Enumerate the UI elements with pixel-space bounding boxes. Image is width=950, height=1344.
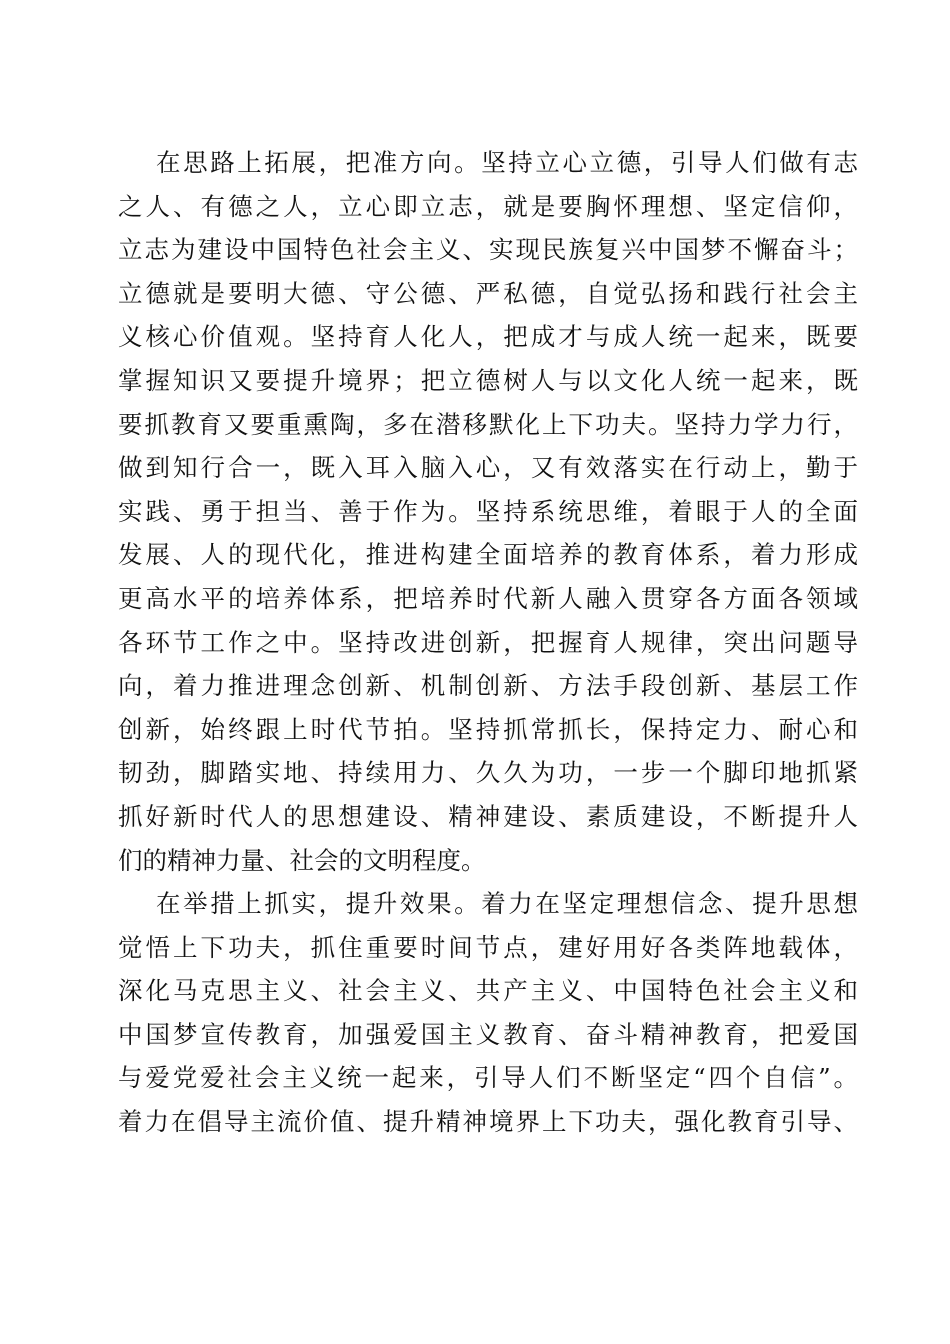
text-line: 做到知行合一，既入耳入脑入心，又有效落实在行动上，勤于	[118, 453, 858, 483]
text-line: 与爱党爱社会主义统一起来，引导人们不断坚定“四个自信”。	[118, 1063, 858, 1093]
text-line: 发展、人的现代化，推进构建全面培养的教育体系，着力形成	[118, 540, 858, 570]
text-line: 创新，始终跟上时代节拍。坚持抓常抓长，保持定力、耐心和	[118, 714, 858, 744]
text-line: 向，着力推进理念创新、机制创新、方法手段创新、基层工作	[118, 671, 858, 701]
text-line: 义核心价值观。坚持育人化人，把成才与成人统一起来，既要	[118, 322, 858, 352]
text-line: 在举措上抓实，提升效果。着力在坚定理想信念、提升思想	[156, 889, 858, 919]
text-line: 各环节工作之中。坚持改进创新，把握育人规律，突出问题导	[118, 627, 858, 657]
text-line: 们的精神力量、社会的文明程度。	[118, 845, 486, 875]
text-line: 立德就是要明大德、守公德、严私德，自觉弘扬和践行社会主	[118, 278, 858, 308]
paragraph-1	[118, 141, 858, 882]
paragraph-2	[118, 882, 858, 1144]
text-line: 着力在倡导主流价值、提升精神境界上下功夫，强化教育引导、	[118, 1107, 858, 1137]
text-line: 之人、有德之人，立心即立志，就是要胸怀理想、坚定信仰，	[118, 191, 858, 221]
body-text	[118, 141, 858, 1144]
text-line: 要抓教育又要重熏陶，多在潜移默化上下功夫。坚持力学力行，	[118, 409, 858, 439]
text-line: 抓好新时代人的思想建设、精神建设、素质建设，不断提升人	[118, 801, 858, 831]
text-line: 掌握知识又要提升境界；把立德树人与以文化人统一起来，既	[118, 365, 858, 395]
text-line: 深化马克思主义、社会主义、共产主义、中国特色社会主义和	[118, 976, 858, 1006]
text-line: 实践、勇于担当、善于作为。坚持系统思维，着眼于人的全面	[118, 496, 858, 526]
text-line: 中国梦宣传教育，加强爱国主义教育、奋斗精神教育，把爱国	[118, 1019, 858, 1049]
text-line: 在思路上拓展，把准方向。坚持立心立德，引导人们做有志	[156, 148, 858, 177]
text-line: 韧劲，脚踏实地、持续用力、久久为功，一步一个脚印地抓紧	[118, 758, 858, 788]
text-line: 更高水平的培养体系，把培养时代新人融入贯穿各方面各领域	[118, 583, 858, 613]
text-line: 觉悟上下功夫，抓住重要时间节点，建好用好各类阵地载体，	[118, 932, 858, 962]
text-line: 立志为建设中国特色社会主义、实现民族复兴中国梦不懈奋斗；	[118, 235, 858, 265]
